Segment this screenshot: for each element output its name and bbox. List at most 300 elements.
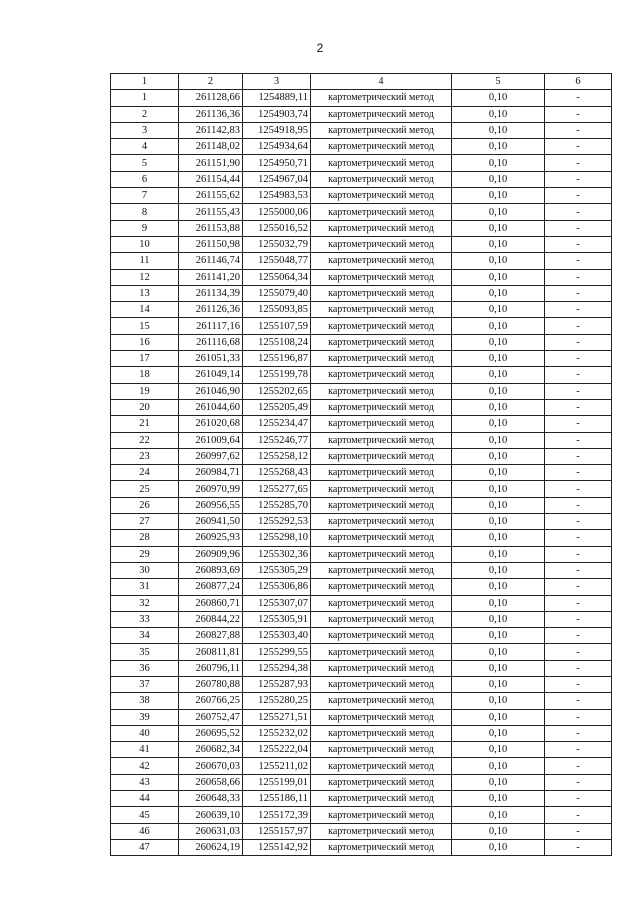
method-cell: картометрический метод <box>311 236 452 252</box>
x-coordinate-cell: 261154,44 <box>179 171 243 187</box>
accuracy-cell: 0,10 <box>452 497 545 513</box>
accuracy-cell: 0,10 <box>452 139 545 155</box>
table-row <box>111 188 612 204</box>
table-row <box>111 514 612 530</box>
accuracy-cell: 0,10 <box>452 709 545 725</box>
y-coordinate-cell: 1255287,93 <box>243 676 311 692</box>
y-coordinate-cell: 1255108,24 <box>243 334 311 350</box>
note-cell: - <box>545 302 612 318</box>
point-number-cell: 29 <box>111 546 179 562</box>
y-coordinate-cell: 1255258,12 <box>243 448 311 464</box>
y-coordinate-cell: 1255211,02 <box>243 758 311 774</box>
method-cell: картометрический метод <box>311 334 452 350</box>
method-cell: картометрический метод <box>311 171 452 187</box>
note-cell: - <box>545 742 612 758</box>
x-coordinate-cell: 260844,22 <box>179 611 243 627</box>
note-cell: - <box>545 432 612 448</box>
method-cell: картометрический метод <box>311 481 452 497</box>
y-coordinate-cell: 1255142,92 <box>243 839 311 855</box>
x-coordinate-cell: 261136,36 <box>179 106 243 122</box>
y-coordinate-cell: 1255280,25 <box>243 693 311 709</box>
note-cell: - <box>545 497 612 513</box>
table-row <box>111 90 612 106</box>
y-coordinate-cell: 1255234,47 <box>243 416 311 432</box>
x-coordinate-cell: 260658,66 <box>179 774 243 790</box>
x-coordinate-cell: 260893,69 <box>179 562 243 578</box>
y-coordinate-cell: 1255093,85 <box>243 302 311 318</box>
y-coordinate-cell: 1255157,97 <box>243 823 311 839</box>
note-cell: - <box>545 628 612 644</box>
point-number-cell: 30 <box>111 562 179 578</box>
table-row <box>111 253 612 269</box>
point-number-cell: 8 <box>111 204 179 220</box>
note-cell: - <box>545 155 612 171</box>
note-cell: - <box>545 562 612 578</box>
y-coordinate-cell: 1255268,43 <box>243 465 311 481</box>
table-row <box>111 106 612 122</box>
x-coordinate-cell: 260984,71 <box>179 465 243 481</box>
method-cell: картометрический метод <box>311 432 452 448</box>
table-row <box>111 530 612 546</box>
accuracy-cell: 0,10 <box>452 269 545 285</box>
y-coordinate-cell: 1255232,02 <box>243 725 311 741</box>
accuracy-cell: 0,10 <box>452 839 545 855</box>
point-number-cell: 2 <box>111 106 179 122</box>
table-row <box>111 725 612 741</box>
x-coordinate-cell: 261142,83 <box>179 122 243 138</box>
x-coordinate-cell: 261141,20 <box>179 269 243 285</box>
method-cell: картометрический метод <box>311 90 452 106</box>
y-coordinate-cell: 1254983,53 <box>243 188 311 204</box>
note-cell: - <box>545 253 612 269</box>
table-row <box>111 693 612 709</box>
method-cell: картометрический метод <box>311 611 452 627</box>
note-cell: - <box>545 351 612 367</box>
x-coordinate-cell: 260648,33 <box>179 791 243 807</box>
method-cell: картометрический метод <box>311 139 452 155</box>
note-cell: - <box>545 139 612 155</box>
method-cell: картометрический метод <box>311 579 452 595</box>
method-cell: картометрический метод <box>311 351 452 367</box>
accuracy-cell: 0,10 <box>452 628 545 644</box>
accuracy-cell: 0,10 <box>452 285 545 301</box>
point-number-cell: 20 <box>111 399 179 415</box>
table-row <box>111 546 612 562</box>
table-row <box>111 367 612 383</box>
x-coordinate-cell: 260997,62 <box>179 448 243 464</box>
y-coordinate-cell: 1255294,38 <box>243 660 311 676</box>
y-coordinate-cell: 1254950,71 <box>243 155 311 171</box>
point-number-cell: 31 <box>111 579 179 595</box>
column-header-3: 3 <box>243 74 311 90</box>
table-row <box>111 318 612 334</box>
point-number-cell: 14 <box>111 302 179 318</box>
y-coordinate-cell: 1255299,55 <box>243 644 311 660</box>
accuracy-cell: 0,10 <box>452 367 545 383</box>
method-cell: картометрический метод <box>311 595 452 611</box>
table-row <box>111 823 612 839</box>
method-cell: картометрический метод <box>311 204 452 220</box>
x-coordinate-cell: 261117,16 <box>179 318 243 334</box>
accuracy-cell: 0,10 <box>452 774 545 790</box>
point-number-cell: 27 <box>111 514 179 530</box>
note-cell: - <box>545 367 612 383</box>
method-cell: картометрический метод <box>311 742 452 758</box>
point-number-cell: 18 <box>111 367 179 383</box>
point-number-cell: 15 <box>111 318 179 334</box>
y-coordinate-cell: 1255205,49 <box>243 399 311 415</box>
x-coordinate-cell: 261155,43 <box>179 204 243 220</box>
note-cell: - <box>545 791 612 807</box>
method-cell: картометрический метод <box>311 839 452 855</box>
y-coordinate-cell: 1255306,86 <box>243 579 311 595</box>
y-coordinate-cell: 1255302,36 <box>243 546 311 562</box>
y-coordinate-cell: 1254918,95 <box>243 122 311 138</box>
note-cell: - <box>545 676 612 692</box>
column-header-5: 5 <box>452 74 545 90</box>
note-cell: - <box>545 204 612 220</box>
x-coordinate-cell: 260909,96 <box>179 546 243 562</box>
point-number-cell: 3 <box>111 122 179 138</box>
accuracy-cell: 0,10 <box>452 758 545 774</box>
table-row <box>111 122 612 138</box>
accuracy-cell: 0,10 <box>452 660 545 676</box>
point-number-cell: 40 <box>111 725 179 741</box>
y-coordinate-cell: 1254903,74 <box>243 106 311 122</box>
method-cell: картометрический метод <box>311 791 452 807</box>
point-number-cell: 34 <box>111 628 179 644</box>
point-number-cell: 24 <box>111 465 179 481</box>
note-cell: - <box>545 465 612 481</box>
note-cell: - <box>545 171 612 187</box>
x-coordinate-cell: 260670,03 <box>179 758 243 774</box>
note-cell: - <box>545 383 612 399</box>
x-coordinate-cell: 260624,19 <box>179 839 243 855</box>
method-cell: картометрический метод <box>311 725 452 741</box>
table-row <box>111 285 612 301</box>
x-coordinate-cell: 261150,98 <box>179 236 243 252</box>
x-coordinate-cell: 261155,62 <box>179 188 243 204</box>
y-coordinate-cell: 1255199,78 <box>243 367 311 383</box>
method-cell: картометрический метод <box>311 220 452 236</box>
y-coordinate-cell: 1255199,01 <box>243 774 311 790</box>
method-cell: картометрический метод <box>311 758 452 774</box>
point-number-cell: 44 <box>111 791 179 807</box>
x-coordinate-cell: 260941,50 <box>179 514 243 530</box>
x-coordinate-cell: 261126,36 <box>179 302 243 318</box>
point-number-cell: 39 <box>111 709 179 725</box>
x-coordinate-cell: 260752,47 <box>179 709 243 725</box>
table-row <box>111 644 612 660</box>
method-cell: картометрический метод <box>311 367 452 383</box>
note-cell: - <box>545 514 612 530</box>
accuracy-cell: 0,10 <box>452 106 545 122</box>
accuracy-cell: 0,10 <box>452 448 545 464</box>
accuracy-cell: 0,10 <box>452 676 545 692</box>
point-number-cell: 41 <box>111 742 179 758</box>
x-coordinate-cell: 261020,68 <box>179 416 243 432</box>
accuracy-cell: 0,10 <box>452 236 545 252</box>
x-coordinate-cell: 261134,39 <box>179 285 243 301</box>
point-number-cell: 45 <box>111 807 179 823</box>
table-row <box>111 416 612 432</box>
accuracy-cell: 0,10 <box>452 481 545 497</box>
x-coordinate-cell: 260695,52 <box>179 725 243 741</box>
note-cell: - <box>545 530 612 546</box>
x-coordinate-cell: 260766,25 <box>179 693 243 709</box>
table-row <box>111 709 612 725</box>
x-coordinate-cell: 261009,64 <box>179 432 243 448</box>
note-cell: - <box>545 334 612 350</box>
column-header-1: 1 <box>111 74 179 90</box>
y-coordinate-cell: 1255107,59 <box>243 318 311 334</box>
accuracy-cell: 0,10 <box>452 644 545 660</box>
x-coordinate-cell: 261051,33 <box>179 351 243 367</box>
point-number-cell: 47 <box>111 839 179 855</box>
point-number-cell: 6 <box>111 171 179 187</box>
y-coordinate-cell: 1255277,65 <box>243 481 311 497</box>
point-number-cell: 11 <box>111 253 179 269</box>
y-coordinate-cell: 1255305,29 <box>243 562 311 578</box>
table-row <box>111 774 612 790</box>
table-row <box>111 676 612 692</box>
point-number-cell: 22 <box>111 432 179 448</box>
y-coordinate-cell: 1255196,87 <box>243 351 311 367</box>
method-cell: картометрический метод <box>311 497 452 513</box>
note-cell: - <box>545 644 612 660</box>
point-number-cell: 28 <box>111 530 179 546</box>
x-coordinate-cell: 260860,71 <box>179 595 243 611</box>
note-cell: - <box>545 122 612 138</box>
x-coordinate-cell: 260811,81 <box>179 644 243 660</box>
table-row <box>111 432 612 448</box>
y-coordinate-cell: 1255285,70 <box>243 497 311 513</box>
y-coordinate-cell: 1255048,77 <box>243 253 311 269</box>
point-number-cell: 19 <box>111 383 179 399</box>
accuracy-cell: 0,10 <box>452 122 545 138</box>
point-number-cell: 21 <box>111 416 179 432</box>
x-coordinate-cell: 260970,99 <box>179 481 243 497</box>
method-cell: картометрический метод <box>311 530 452 546</box>
accuracy-cell: 0,10 <box>452 530 545 546</box>
point-number-cell: 33 <box>111 611 179 627</box>
note-cell: - <box>545 693 612 709</box>
coordinates-table <box>110 73 612 856</box>
accuracy-cell: 0,10 <box>452 204 545 220</box>
table-row <box>111 383 612 399</box>
point-number-cell: 7 <box>111 188 179 204</box>
accuracy-cell: 0,10 <box>452 416 545 432</box>
table-row <box>111 497 612 513</box>
table-row <box>111 481 612 497</box>
table-row <box>111 171 612 187</box>
note-cell: - <box>545 481 612 497</box>
table-row <box>111 351 612 367</box>
note-cell: - <box>545 823 612 839</box>
method-cell: картометрический метод <box>311 807 452 823</box>
x-coordinate-cell: 261046,90 <box>179 383 243 399</box>
accuracy-cell: 0,10 <box>452 220 545 236</box>
accuracy-cell: 0,10 <box>452 432 545 448</box>
x-coordinate-cell: 260877,24 <box>179 579 243 595</box>
method-cell: картометрический метод <box>311 676 452 692</box>
accuracy-cell: 0,10 <box>452 253 545 269</box>
y-coordinate-cell: 1255305,91 <box>243 611 311 627</box>
method-cell: картометрический метод <box>311 399 452 415</box>
table-row <box>111 791 612 807</box>
table-row <box>111 139 612 155</box>
table-row <box>111 220 612 236</box>
method-cell: картометрический метод <box>311 122 452 138</box>
note-cell: - <box>545 188 612 204</box>
column-header-6: 6 <box>545 74 612 90</box>
point-number-cell: 12 <box>111 269 179 285</box>
note-cell: - <box>545 611 612 627</box>
note-cell: - <box>545 285 612 301</box>
method-cell: картометрический метод <box>311 709 452 725</box>
y-coordinate-cell: 1255202,65 <box>243 383 311 399</box>
note-cell: - <box>545 220 612 236</box>
x-coordinate-cell: 261146,74 <box>179 253 243 269</box>
table-row <box>111 595 612 611</box>
table-row <box>111 448 612 464</box>
note-cell: - <box>545 90 612 106</box>
note-cell: - <box>545 579 612 595</box>
x-coordinate-cell: 261116,68 <box>179 334 243 350</box>
accuracy-cell: 0,10 <box>452 514 545 530</box>
method-cell: картометрический метод <box>311 155 452 171</box>
point-number-cell: 36 <box>111 660 179 676</box>
column-header-4: 4 <box>311 74 452 90</box>
y-coordinate-cell: 1254934,64 <box>243 139 311 155</box>
y-coordinate-cell: 1255292,53 <box>243 514 311 530</box>
method-cell: картометрический метод <box>311 302 452 318</box>
y-coordinate-cell: 1254889,11 <box>243 90 311 106</box>
accuracy-cell: 0,10 <box>452 742 545 758</box>
point-number-cell: 9 <box>111 220 179 236</box>
accuracy-cell: 0,10 <box>452 188 545 204</box>
table-row <box>111 742 612 758</box>
table-row <box>111 579 612 595</box>
x-coordinate-cell: 260796,11 <box>179 660 243 676</box>
method-cell: картометрический метод <box>311 285 452 301</box>
point-number-cell: 38 <box>111 693 179 709</box>
method-cell: картометрический метод <box>311 416 452 432</box>
method-cell: картометрический метод <box>311 514 452 530</box>
note-cell: - <box>545 774 612 790</box>
y-coordinate-cell: 1255271,51 <box>243 709 311 725</box>
method-cell: картометрический метод <box>311 106 452 122</box>
table-row <box>111 334 612 350</box>
note-cell: - <box>545 807 612 823</box>
method-cell: картометрический метод <box>311 562 452 578</box>
point-number-cell: 4 <box>111 139 179 155</box>
y-coordinate-cell: 1255016,52 <box>243 220 311 236</box>
method-cell: картометрический метод <box>311 823 452 839</box>
y-coordinate-cell: 1255000,06 <box>243 204 311 220</box>
y-coordinate-cell: 1255172,39 <box>243 807 311 823</box>
method-cell: картометрический метод <box>311 774 452 790</box>
table-header-row <box>111 74 612 90</box>
note-cell: - <box>545 660 612 676</box>
y-coordinate-cell: 1255032,79 <box>243 236 311 252</box>
table-row <box>111 660 612 676</box>
x-coordinate-cell: 261049,14 <box>179 367 243 383</box>
accuracy-cell: 0,10 <box>452 302 545 318</box>
y-coordinate-cell: 1255246,77 <box>243 432 311 448</box>
x-coordinate-cell: 261128,66 <box>179 90 243 106</box>
accuracy-cell: 0,10 <box>452 807 545 823</box>
point-number-cell: 43 <box>111 774 179 790</box>
y-coordinate-cell: 1255307,07 <box>243 595 311 611</box>
note-cell: - <box>545 758 612 774</box>
table-row <box>111 611 612 627</box>
point-number-cell: 17 <box>111 351 179 367</box>
accuracy-cell: 0,10 <box>452 611 545 627</box>
point-number-cell: 10 <box>111 236 179 252</box>
table-body <box>111 90 612 856</box>
table-row <box>111 839 612 855</box>
point-number-cell: 25 <box>111 481 179 497</box>
accuracy-cell: 0,10 <box>452 725 545 741</box>
method-cell: картометрический метод <box>311 269 452 285</box>
x-coordinate-cell: 260956,55 <box>179 497 243 513</box>
note-cell: - <box>545 839 612 855</box>
table-row <box>111 155 612 171</box>
accuracy-cell: 0,10 <box>452 465 545 481</box>
accuracy-cell: 0,10 <box>452 155 545 171</box>
note-cell: - <box>545 236 612 252</box>
accuracy-cell: 0,10 <box>452 351 545 367</box>
y-coordinate-cell: 1255303,40 <box>243 628 311 644</box>
table-row <box>111 465 612 481</box>
accuracy-cell: 0,10 <box>452 579 545 595</box>
accuracy-cell: 0,10 <box>452 546 545 562</box>
x-coordinate-cell: 261044,60 <box>179 399 243 415</box>
table-row <box>111 302 612 318</box>
table-row <box>111 807 612 823</box>
column-header-2: 2 <box>179 74 243 90</box>
method-cell: картометрический метод <box>311 253 452 269</box>
table-row <box>111 236 612 252</box>
y-coordinate-cell: 1255222,04 <box>243 742 311 758</box>
table-row <box>111 562 612 578</box>
y-coordinate-cell: 1255186,11 <box>243 791 311 807</box>
accuracy-cell: 0,10 <box>452 562 545 578</box>
point-number-cell: 32 <box>111 595 179 611</box>
note-cell: - <box>545 106 612 122</box>
x-coordinate-cell: 260780,88 <box>179 676 243 692</box>
x-coordinate-cell: 261151,90 <box>179 155 243 171</box>
note-cell: - <box>545 318 612 334</box>
note-cell: - <box>545 546 612 562</box>
table-row <box>111 758 612 774</box>
x-coordinate-cell: 260827,88 <box>179 628 243 644</box>
note-cell: - <box>545 595 612 611</box>
point-number-cell: 5 <box>111 155 179 171</box>
table-row <box>111 399 612 415</box>
y-coordinate-cell: 1254967,04 <box>243 171 311 187</box>
method-cell: картометрический метод <box>311 660 452 676</box>
method-cell: картометрический метод <box>311 693 452 709</box>
point-number-cell: 37 <box>111 676 179 692</box>
y-coordinate-cell: 1255298,10 <box>243 530 311 546</box>
accuracy-cell: 0,10 <box>452 693 545 709</box>
point-number-cell: 16 <box>111 334 179 350</box>
method-cell: картометрический метод <box>311 318 452 334</box>
point-number-cell: 26 <box>111 497 179 513</box>
method-cell: картометрический метод <box>311 546 452 562</box>
